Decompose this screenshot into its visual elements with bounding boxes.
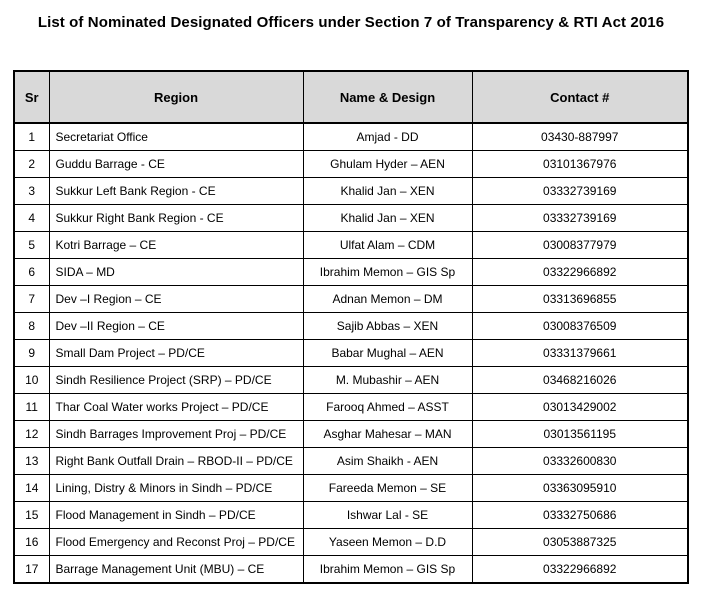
- officers-table-header: [14, 71, 688, 123]
- table-row: [14, 421, 688, 448]
- cell-name: Farooq Ahmed – ASST: [303, 394, 472, 421]
- cell-contact: 03331379661: [472, 340, 688, 367]
- cell-sr: 4: [14, 205, 49, 232]
- column-header-sr: Sr: [14, 71, 49, 123]
- cell-region: Dev –I Region – CE: [49, 286, 303, 313]
- cell-contact: 03332600830: [472, 448, 688, 475]
- cell-contact: 03101367976: [472, 151, 688, 178]
- cell-name: Ulfat Alam – CDM: [303, 232, 472, 259]
- table-row: [14, 448, 688, 475]
- cell-name: Adnan Memon – DM: [303, 286, 472, 313]
- table-row: [14, 475, 688, 502]
- cell-contact: 03322966892: [472, 259, 688, 286]
- cell-sr: 13: [14, 448, 49, 475]
- cell-contact: 03468216026: [472, 367, 688, 394]
- cell-region: Small Dam Project – PD/CE: [49, 340, 303, 367]
- cell-name: Babar Mughal – AEN: [303, 340, 472, 367]
- table-row: [14, 151, 688, 178]
- table-row: [14, 123, 688, 151]
- cell-region: Sindh Barrages Improvement Proj – PD/CE: [49, 421, 303, 448]
- cell-contact: 03008376509: [472, 313, 688, 340]
- cell-region: Sindh Resilience Project (SRP) – PD/CE: [49, 367, 303, 394]
- cell-sr: 5: [14, 232, 49, 259]
- cell-contact: 03363095910: [472, 475, 688, 502]
- cell-name: Yaseen Memon – D.D: [303, 529, 472, 556]
- cell-sr: 17: [14, 556, 49, 584]
- cell-region: SIDA – MD: [49, 259, 303, 286]
- cell-region: Lining, Distry & Minors in Sindh – PD/CE: [49, 475, 303, 502]
- cell-contact: 03008377979: [472, 232, 688, 259]
- cell-region: Kotri Barrage – CE: [49, 232, 303, 259]
- cell-contact: 03313696855: [472, 286, 688, 313]
- cell-region: Secretariat Office: [49, 123, 303, 151]
- cell-sr: 9: [14, 340, 49, 367]
- cell-contact: 03322966892: [472, 556, 688, 584]
- header-row: [14, 71, 688, 123]
- cell-name: M. Mubashir – AEN: [303, 367, 472, 394]
- table-row: [14, 529, 688, 556]
- table-row: [14, 205, 688, 232]
- cell-sr: 12: [14, 421, 49, 448]
- cell-contact: 03332739169: [472, 178, 688, 205]
- cell-sr: 6: [14, 259, 49, 286]
- cell-contact: 03332750686: [472, 502, 688, 529]
- cell-name: Khalid Jan – XEN: [303, 178, 472, 205]
- table-row: [14, 502, 688, 529]
- cell-name: Ghulam Hyder – AEN: [303, 151, 472, 178]
- table-row: [14, 340, 688, 367]
- cell-name: Ibrahim Memon – GIS Sp: [303, 556, 472, 584]
- table-row: [14, 556, 688, 584]
- cell-name: Amjad - DD: [303, 123, 472, 151]
- cell-region: Flood Emergency and Reconst Proj – PD/CE: [49, 529, 303, 556]
- cell-name: Khalid Jan – XEN: [303, 205, 472, 232]
- table-row: [14, 178, 688, 205]
- cell-sr: 11: [14, 394, 49, 421]
- officers-table-body: [14, 123, 688, 583]
- cell-contact: 03053887325: [472, 529, 688, 556]
- cell-name: Fareeda Memon – SE: [303, 475, 472, 502]
- cell-sr: 10: [14, 367, 49, 394]
- cell-sr: 14: [14, 475, 49, 502]
- cell-sr: 3: [14, 178, 49, 205]
- cell-name: Asim Shaikh - AEN: [303, 448, 472, 475]
- column-header-name: Name & Design: [303, 71, 472, 123]
- cell-region: Right Bank Outfall Drain – RBOD-II – PD/CE: [49, 448, 303, 475]
- cell-contact: 03430-887997: [472, 123, 688, 151]
- cell-name: Asghar Mahesar – MAN: [303, 421, 472, 448]
- cell-sr: 2: [14, 151, 49, 178]
- officers-table: [13, 70, 689, 584]
- cell-region: Guddu Barrage - CE: [49, 151, 303, 178]
- cell-sr: 8: [14, 313, 49, 340]
- table-row: [14, 286, 688, 313]
- cell-contact: 03013561195: [472, 421, 688, 448]
- cell-region: Flood Management in Sindh – PD/CE: [49, 502, 303, 529]
- cell-sr: 15: [14, 502, 49, 529]
- cell-sr: 7: [14, 286, 49, 313]
- cell-region: Sukkur Left Bank Region - CE: [49, 178, 303, 205]
- table-row: [14, 232, 688, 259]
- column-header-contact: Contact #: [472, 71, 688, 123]
- cell-contact: 03013429002: [472, 394, 688, 421]
- cell-region: Thar Coal Water works Project – PD/CE: [49, 394, 303, 421]
- table-row: [14, 394, 688, 421]
- table-row: [14, 259, 688, 286]
- table-row: [14, 313, 688, 340]
- page-title: List of Nominated Designated Officers under Section 7 of Transparency & RTI Act 2016: [37, 14, 665, 31]
- cell-name: Ishwar Lal - SE: [303, 502, 472, 529]
- cell-name: Sajib Abbas – XEN: [303, 313, 472, 340]
- column-header-region: Region: [49, 71, 303, 123]
- cell-name: Ibrahim Memon – GIS Sp: [303, 259, 472, 286]
- cell-sr: 1: [14, 123, 49, 151]
- cell-region: Barrage Management Unit (MBU) – CE: [49, 556, 303, 584]
- cell-region: Sukkur Right Bank Region - CE: [49, 205, 303, 232]
- cell-region: Dev –II Region – CE: [49, 313, 303, 340]
- cell-contact: 03332739169: [472, 205, 688, 232]
- cell-sr: 16: [14, 529, 49, 556]
- table-row: [14, 367, 688, 394]
